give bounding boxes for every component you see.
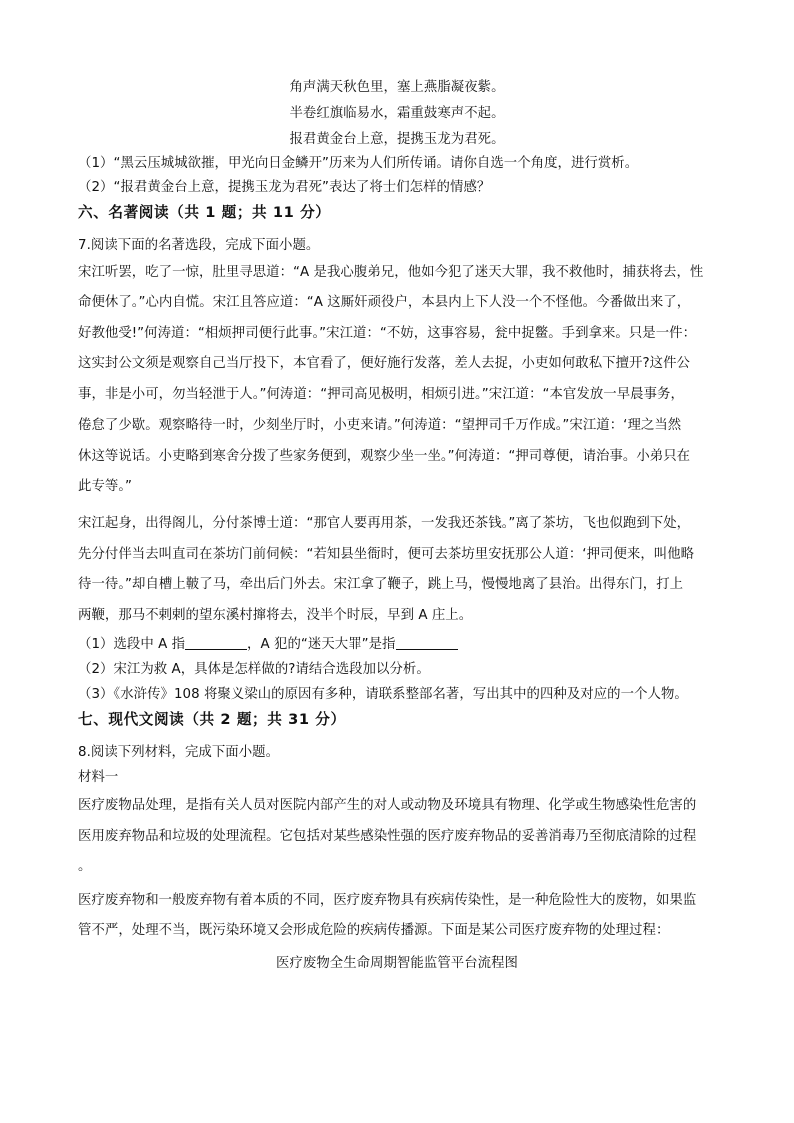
material-1-para2-line: 医疗废弃物和一般废弃物有着本质的不同，医疗废弃物具有疾病传染性，是一种危险性大的废物，如果监 <box>78 893 697 908</box>
poem-line-1: 角声满天秋色里，塞上燕脂凝夜紫。 <box>289 80 505 95</box>
figure-caption: 医疗废物全生命周期智能监管平台流程图 <box>276 956 518 971</box>
excerpt-para1-line: 这实封公文须是观察自己当厅投下，本官看了，便好施行发落，差人去捉，小吏如何敢私下擅开?这件公 <box>78 356 690 371</box>
excerpt-para1-line: 此专等。” <box>78 479 133 494</box>
question-7-1-text-b: ，A 犯的“迷天大罪”是指 <box>247 637 396 652</box>
excerpt-para1-line: 休这等说话。小吏略到寒舍分拨了些家务便到，观察少坐一坐。”何涛道：“押司尊便，请治事。小弟只在 <box>78 449 691 464</box>
excerpt-para1-line: 好教他受!”何涛道：“相烦押司便行此事。”宋江道：“不妨，这事容易，瓮中捉鳖。手到拿来。只是一件： <box>78 326 697 341</box>
excerpt-para2-line: 先分付伴当去叫直司在茶坊门前伺候：“若知县坐衙时，便可去茶坊里安抚那公人道：‘押司便来，叫他略 <box>78 547 695 562</box>
material-1-para2-line: 管不严，处理不当，既污染环境又会形成危险的疾病传播源。下面是某公司医疗废弃物的处理过程： <box>78 923 670 938</box>
section-6-heading: 六、名著阅读（共 1 题；共 11 分） <box>78 204 331 221</box>
material-1-label: 材料一 <box>78 770 119 785</box>
question-7-2: （2）宋江为救 A，具体是怎样做的?请结合选段加以分析。 <box>78 662 430 677</box>
material-1-para1-line: 医疗废物品处理，是指有关人员对医院内部产生的对人或动物及环境具有物理、化学或生物感染性危害的 <box>78 798 697 813</box>
poem-question-2: （2）“报君黄金台上意，提携玉龙为君死”表达了将士们怎样的情感？ <box>78 180 491 195</box>
question-8-intro: 8.阅读下列材料，完成下面小题。 <box>78 745 280 760</box>
question-7-intro: 7.阅读下面的名著选段，完成下面小题。 <box>78 238 320 253</box>
answer-blank-a[interactable] <box>185 636 247 650</box>
material-1-para1-line: 。 <box>78 859 92 874</box>
excerpt-para2-line: 两鞭，那马不剌剌的望东溪村撺将去，没半个时辰，早到 A 庄上。 <box>78 608 473 623</box>
excerpt-para1-line: 倦怠了少歇。观察略待一时，少刻坐厅时，小吏来请。”何涛道：“望押司千万作成。”宋江道：‘理之当然 <box>78 418 682 433</box>
answer-blank-crime[interactable] <box>396 636 458 650</box>
question-7-1 <box>78 636 458 654</box>
excerpt-para2-line: 宋江起身，出得阁儿，分付茶博士道：“那官人要再用茶，一发我还茶钱。”离了茶坊，飞也似跑到下处， <box>78 516 691 531</box>
material-1-para1-line: 医用废弃物品和垃圾的处理流程。它包括对某些感染性强的医疗废弃物品的妥善消毒乃至彻底清除的过程 <box>78 829 697 844</box>
excerpt-para1-line: 命便休了。”心内自慌。宋江且答应道：“A 这厮奸顽役户，本县内上下人没一个不怪他。今番做出来了， <box>78 295 691 310</box>
question-7-1-text-a: （1）选段中 A 指 <box>78 637 186 652</box>
excerpt-para1-line: 宋江听罢，吃了一惊，肚里寻思道：“A 是我心腹弟兄，他如今犯了迷天大罪，我不救他时，捕获将去，性 <box>78 265 704 280</box>
poem-line-2: 半卷红旗临易水，霜重鼓寒声不起。 <box>289 106 505 121</box>
poem-question-1: （1）“黑云压城城欲摧，甲光向日金鳞开”历来为人们所传诵。请你自选一个角度，进行赏析。 <box>78 156 639 171</box>
question-7-3: （3）《水浒传》108 将聚义梁山的原因有多种，请联系整部名著，写出其中的四种及对应的一个人物。 <box>78 687 688 702</box>
excerpt-para1-line: 事，非是小可，勿当轻泄于人。”何涛道：“押司高见极明，相烦引进。”宋江道：“本官发放一早晨事务， <box>78 387 684 402</box>
poem-line-3: 报君黄金台上意，提携玉龙为君死。 <box>289 132 505 147</box>
section-7-heading: 七、现代文阅读（共 2 题；共 31 分） <box>78 711 346 728</box>
excerpt-para2-line: 待一待。”却自槽上鞁了马，牵出后门外去。宋江拿了鞭子，跳上马，慢慢地离了县治。出得东门，打上 <box>78 577 684 592</box>
